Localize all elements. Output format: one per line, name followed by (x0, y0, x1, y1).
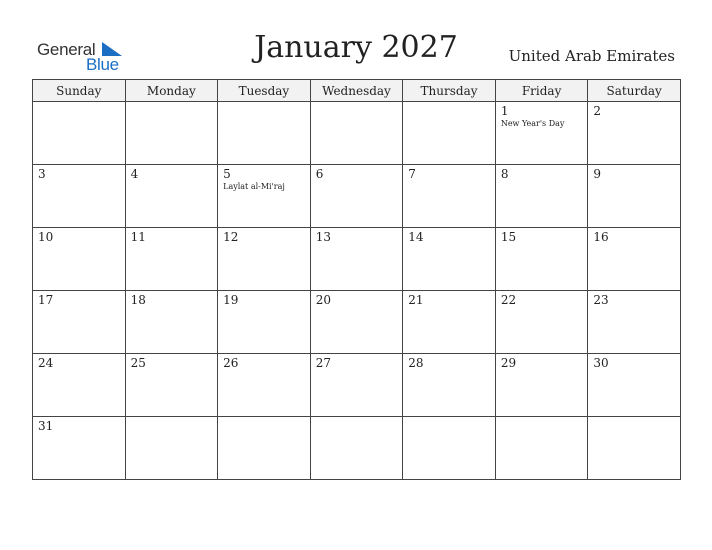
day-number: 13 (315, 230, 331, 244)
day-cell (310, 354, 403, 417)
day-number: 5 (223, 167, 231, 181)
logo-text-general: General (37, 40, 96, 59)
day-number: 21 (408, 293, 424, 307)
week-row (33, 165, 681, 228)
weekday-header: Monday (125, 80, 218, 102)
day-cell (495, 165, 588, 228)
day-cell (403, 354, 496, 417)
week-row (33, 228, 681, 291)
day-number: 10 (38, 230, 54, 244)
day-cell (403, 291, 496, 354)
weekday-header: Friday (495, 80, 588, 102)
day-number: 27 (315, 356, 331, 370)
weekday-header: Thursday (403, 80, 496, 102)
day-number: 15 (500, 230, 517, 244)
day-number: 14 (408, 230, 424, 244)
day-cell (588, 102, 681, 165)
week-row (33, 102, 681, 165)
day-number: 26 (223, 356, 239, 370)
day-number: 8 (500, 167, 509, 181)
day-cell (588, 417, 681, 480)
day-number: 19 (223, 293, 239, 307)
day-cell (218, 291, 311, 354)
day-number: 9 (593, 167, 602, 181)
day-cell (403, 165, 496, 228)
day-cell (218, 228, 311, 291)
weekday-header: Sunday (33, 80, 126, 102)
holiday-label: New Year's Day (500, 119, 565, 128)
weekday-header: Wednesday (310, 80, 403, 102)
day-cell (495, 417, 588, 480)
day-number: 17 (38, 293, 54, 307)
day-cell (310, 417, 403, 480)
day-cell (33, 291, 126, 354)
day-cell (310, 102, 403, 165)
day-cell (33, 417, 126, 480)
day-number: 16 (593, 230, 609, 244)
day-number: 30 (593, 356, 609, 370)
day-number: 2 (593, 104, 602, 118)
day-number: 6 (315, 167, 324, 181)
day-number: 1 (500, 104, 509, 118)
day-cell (588, 228, 681, 291)
day-cell (310, 228, 403, 291)
country-label: United Arab Emirates (508, 47, 675, 65)
day-cell (403, 228, 496, 291)
day-cell (218, 165, 311, 228)
holiday-label: Laylat al-Mi'raj (223, 182, 285, 191)
day-cell (588, 354, 681, 417)
day-number: 3 (38, 167, 46, 181)
day-cell (495, 228, 588, 291)
day-cell (125, 417, 218, 480)
day-number: 11 (130, 230, 146, 244)
weekday-header-row (33, 80, 681, 102)
day-number: 18 (130, 293, 146, 307)
day-cell (218, 417, 311, 480)
weekday-header: Saturday (588, 80, 681, 102)
day-cell (588, 291, 681, 354)
day-cell (588, 165, 681, 228)
day-number: 20 (315, 293, 331, 307)
day-cell (125, 228, 218, 291)
day-cell (33, 102, 126, 165)
day-number: 24 (38, 356, 54, 370)
day-cell (33, 354, 126, 417)
day-cell (33, 228, 126, 291)
logo-text-blue: Blue (86, 55, 119, 74)
day-cell (495, 102, 588, 165)
day-cell (403, 102, 496, 165)
calendar-body (33, 102, 681, 480)
week-row (33, 417, 681, 480)
day-cell (125, 102, 218, 165)
day-cell (218, 102, 311, 165)
day-cell (310, 291, 403, 354)
day-cell (495, 354, 588, 417)
day-number: 7 (408, 167, 416, 181)
day-number: 29 (500, 356, 517, 370)
page-title: January 2027 (254, 30, 458, 65)
day-cell (495, 291, 588, 354)
day-number: 4 (130, 167, 139, 181)
day-number: 23 (593, 293, 609, 307)
day-cell (125, 165, 218, 228)
day-number: 25 (130, 356, 146, 370)
day-number: 31 (38, 419, 54, 433)
day-number: 22 (500, 293, 517, 307)
week-row (33, 354, 681, 417)
weekday-header: Tuesday (218, 80, 311, 102)
day-cell (125, 291, 218, 354)
day-cell (310, 165, 403, 228)
day-cell (218, 354, 311, 417)
day-cell (403, 417, 496, 480)
day-number: 12 (223, 230, 239, 244)
day-cell (125, 354, 218, 417)
calendar-grid (32, 79, 681, 480)
day-cell (33, 165, 126, 228)
week-row (33, 291, 681, 354)
day-number: 28 (408, 356, 424, 370)
